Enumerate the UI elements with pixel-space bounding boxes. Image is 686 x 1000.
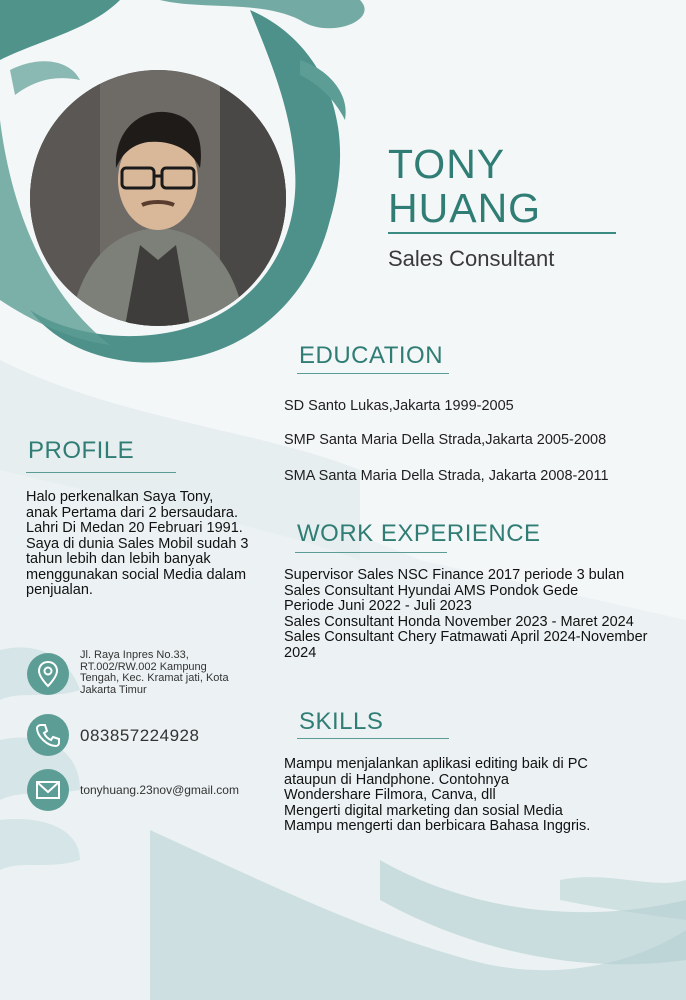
- last-name: HUANG: [388, 185, 542, 231]
- profile-line: Lahri Di Medan 20 Februari 1991.: [26, 520, 243, 536]
- person-silhouette-icon: [30, 70, 286, 326]
- education-heading: EDUCATION: [299, 342, 444, 369]
- phone-number: 083857224928: [80, 726, 200, 745]
- skills-line: Wondershare Filmora, Canva, dll: [284, 787, 496, 803]
- profile-photo: [30, 70, 286, 326]
- work-line: 2024: [284, 644, 317, 661]
- address-line: Jl. Raya Inpres No.33,: [80, 649, 189, 661]
- skills-line: Mengerti digital marketing dan sosial Media: [284, 802, 563, 819]
- work-line: Periode Juni 2022 - Juli 2023: [284, 598, 472, 614]
- education-item: SMP Santa Maria Della Strada,Jakarta 2005-2008: [284, 432, 607, 448]
- skills-divider: [297, 738, 449, 739]
- work-line: Sales Consultant Chery Fatmawati April 2024-November: [284, 629, 648, 645]
- education-divider: [297, 373, 449, 374]
- phone-icon: [26, 713, 70, 757]
- address-line: RT.002/RW.002 Kampung: [80, 660, 207, 673]
- skills-line: Mampu menjalankan aplikasi editing baik di PC: [284, 756, 588, 772]
- address-line: Tengah, Kec. Kramat jati, Kota: [80, 672, 229, 684]
- address-line: Jakarta Timur: [80, 683, 147, 696]
- first-name: TONY: [388, 141, 506, 187]
- skills-heading: SKILLS: [299, 708, 384, 735]
- profile-line: menggunakan social Media dalam: [26, 566, 247, 583]
- profile-line: anak Pertama dari 2 bersaudara.: [26, 504, 238, 521]
- skills-line: ataupun di Handphone. Contohnya: [284, 771, 509, 788]
- full-name: [388, 142, 541, 230]
- job-title: Sales Consultant: [388, 246, 555, 271]
- education-item: SD Santo Lukas,Jakarta 1999-2005: [284, 398, 514, 414]
- work-experience-divider: [295, 552, 447, 553]
- address-text: [80, 650, 265, 696]
- profile-heading: PROFILE: [28, 437, 135, 464]
- skills-list: [284, 757, 679, 835]
- work-line: Sales Consultant Hyundai AMS Pondok Gede: [284, 582, 579, 599]
- profile-divider: [26, 472, 176, 473]
- work-line: Supervisor Sales NSC Finance 2017 periode 3 bulan: [284, 567, 625, 583]
- profile-text: [26, 490, 276, 599]
- work-line: Sales Consultant Honda November 2023 - Maret 2024: [284, 613, 634, 630]
- profile-line: Saya di dunia Sales Mobil sudah 3: [26, 535, 249, 552]
- envelope-icon: [26, 768, 70, 812]
- profile-line: tahun lebih dan lebih banyak: [26, 551, 211, 567]
- work-experience-list: [284, 568, 679, 661]
- profile-line: Halo perkenalkan Saya Tony,: [26, 489, 214, 505]
- education-item: SMA Santa Maria Della Strada, Jakarta 2008-2011: [284, 468, 609, 484]
- email-address: tonyhuang.23nov@gmail.com: [80, 783, 239, 797]
- location-pin-icon: [26, 652, 70, 696]
- name-divider: [388, 232, 616, 234]
- work-experience-heading: WORK EXPERIENCE: [297, 520, 541, 547]
- skills-line: Mampu mengerti dan berbicara Bahasa Inggris.: [284, 818, 591, 834]
- profile-line: penjualan.: [26, 582, 93, 598]
